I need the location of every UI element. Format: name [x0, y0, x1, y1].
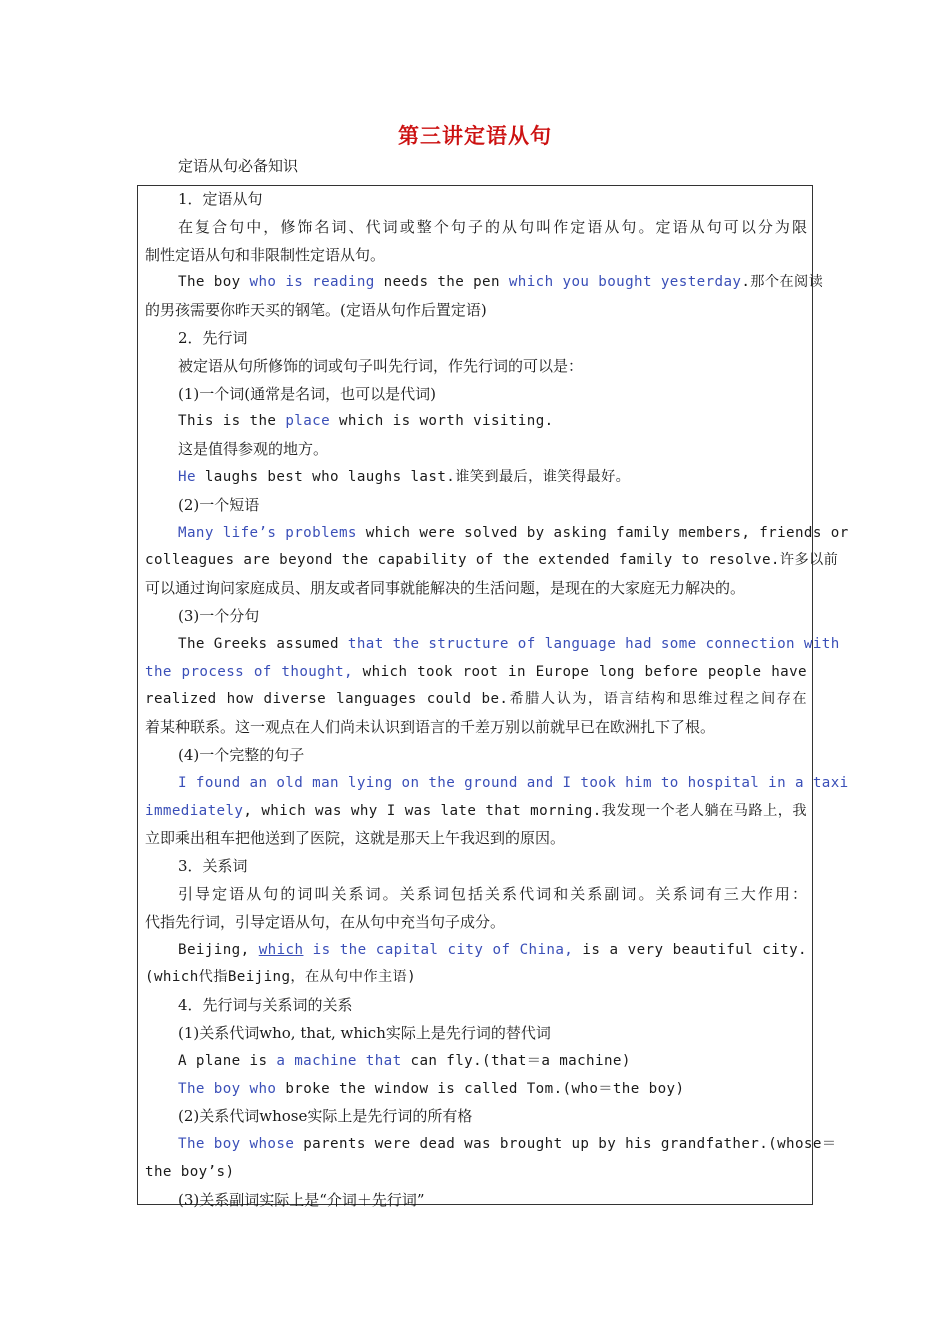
s2-item1: (1)一个词(通常是名词，也可以是代词): [178, 384, 436, 403]
ex-highlight: who is reading: [249, 274, 375, 291]
s1-para-line1: 在复合句中，修饰名词、代词或整个句子的从句叫作定语从句。定语从句可以分为限: [178, 217, 807, 236]
s4-item3: (3)关系副词实际上是“介词＋先行词”: [178, 1190, 425, 1209]
ex-text: , which was why I was late that morning.我发现一个老人躺在马路上，我: [243, 802, 807, 819]
ex-highlight: place: [285, 413, 331, 430]
ex-text: broke the window is called Tom.(who＝the boy): [276, 1080, 685, 1097]
ex-highlight: The boy: [178, 1080, 241, 1097]
ex-highlight: whose: [249, 1136, 295, 1153]
ex-highlight: which you bought yesterday: [508, 274, 742, 291]
ex-text: [357, 1053, 366, 1069]
s2-example1-cn: 这是值得参观的地方。: [178, 440, 329, 459]
content-body: [145, 186, 849, 1214]
ex-highlight: a machine: [276, 1052, 357, 1069]
s4-example3-line2: the boy’s): [145, 1163, 235, 1180]
ex-text: [241, 1081, 250, 1097]
s4-item1: (1)关系代词who, that, which实际上是先行词的替代词: [178, 1023, 551, 1042]
s2-intro: 被定语从句所修饰的词或句子叫先行词，作先行词的可以是：: [178, 356, 584, 375]
ex-highlight: that: [365, 1052, 402, 1069]
s2-item4: (4)一个完整的句子: [178, 745, 305, 764]
section-subtitle: 定语从句必备知识: [178, 157, 299, 175]
s2-example4-line4: 着某种联系。这一观点在人们尚未认识到语言的千差万别以前就早已在欧洲扎下了根。: [145, 718, 716, 737]
s2-example5-line2: [145, 798, 807, 826]
ex-text: Beijing,: [178, 941, 259, 958]
ex-text: The Greeks assumed: [178, 635, 348, 652]
s2-example4-line1: [145, 631, 840, 659]
ex-highlight: is the capital city of China,: [303, 941, 574, 958]
ex-text: is a very beautiful city.: [573, 941, 807, 958]
s1-para-line2: 制性定语从句和非限制性定语从句。: [145, 245, 386, 264]
s2-example2: [145, 464, 807, 492]
s2-heading: 2．先行词: [178, 328, 248, 347]
ex-highlight-underlined: which: [258, 941, 304, 958]
ex-text: which took root in Europe long before people have: [352, 663, 807, 680]
s2-item2: (2)一个短语: [178, 495, 260, 514]
ex-highlight: Many life’s problems: [178, 524, 357, 541]
s1-example-line2: 的男孩需要你昨天买的钢笔。(定语从句作后置定语): [145, 301, 487, 320]
s4-example3-line1: [145, 1131, 837, 1159]
ex-highlight: the process of thought,: [145, 663, 353, 680]
s2-example1: [145, 408, 807, 436]
ex-highlight: immediately: [145, 802, 244, 819]
s2-example4-line3: realized how diverse languages could be.希腊人认为，语言结构和思维过程之间存在: [145, 691, 807, 708]
ex-text: A plane is: [178, 1052, 277, 1069]
page-title: 第三讲定语从句: [398, 124, 552, 148]
ex-highlight: He: [178, 468, 196, 485]
ex-text: The boy: [178, 274, 250, 291]
s3-heading: 3．关系词: [178, 857, 248, 876]
ex-text: which is worth visiting.: [330, 413, 554, 430]
ex-text: [241, 1136, 250, 1152]
ex-text: .那个在阅读: [741, 274, 824, 291]
s2-example3-line3: 可以通过询问家庭成员、朋友或者同事就能解决的生活问题，是现在的大家庭无力解决的。: [145, 579, 746, 598]
s3-example-line2: (which代指Beijing，在从句中作主语): [145, 969, 417, 986]
s4-example1: [145, 1048, 807, 1076]
ex-text: This is the: [178, 413, 286, 430]
ex-text: laughs best who laughs last.谁笑到最后，谁笑得最好。: [195, 468, 631, 485]
s2-example5-line3: 立即乘出租车把他送到了医院，这就是那天上午我迟到的原因。: [145, 829, 566, 848]
ex-text: which were solved by asking family members, friends or: [356, 524, 849, 541]
s3-para-line1: 引导定语从句的词叫关系词。关系词包括关系代词和关系副词。关系词有三大作用：: [178, 884, 807, 903]
ex-highlight: who: [249, 1080, 277, 1097]
ex-text: needs the pen: [374, 274, 509, 291]
s1-heading: 1．定语从句: [178, 190, 263, 208]
s4-heading: 4．先行词与关系词的关系: [178, 996, 353, 1015]
s2-example3-line1: [145, 520, 849, 548]
s1-example-line1: [145, 269, 824, 297]
s3-para-line2: 代指先行词，引导定语从句，在从句中充当句子成分。: [145, 912, 506, 931]
ex-highlight: The boy: [178, 1136, 241, 1153]
content-box: [137, 185, 849, 1209]
s2-example4-line2: [145, 659, 807, 687]
ex-text: parents were dead was brought up by his grandfather.(whose＝: [294, 1136, 837, 1153]
s3-example-line1: [145, 937, 807, 965]
s4-item2: (2)关系代词whose实际上是先行词的所有格: [178, 1107, 473, 1126]
s2-example5-line1: I found an old man lying on the ground and I took him to hospital in a taxi: [178, 774, 849, 791]
s4-example2: [145, 1076, 807, 1104]
s2-example3-line2: colleagues are beyond the capability of the extended family to resolve.许多以前: [145, 552, 839, 569]
s2-item3: (3)一个分句: [178, 606, 260, 625]
ex-highlight: that the structure of language had some connection with: [347, 635, 840, 652]
ex-text: can fly.(that＝a machine): [401, 1052, 631, 1069]
